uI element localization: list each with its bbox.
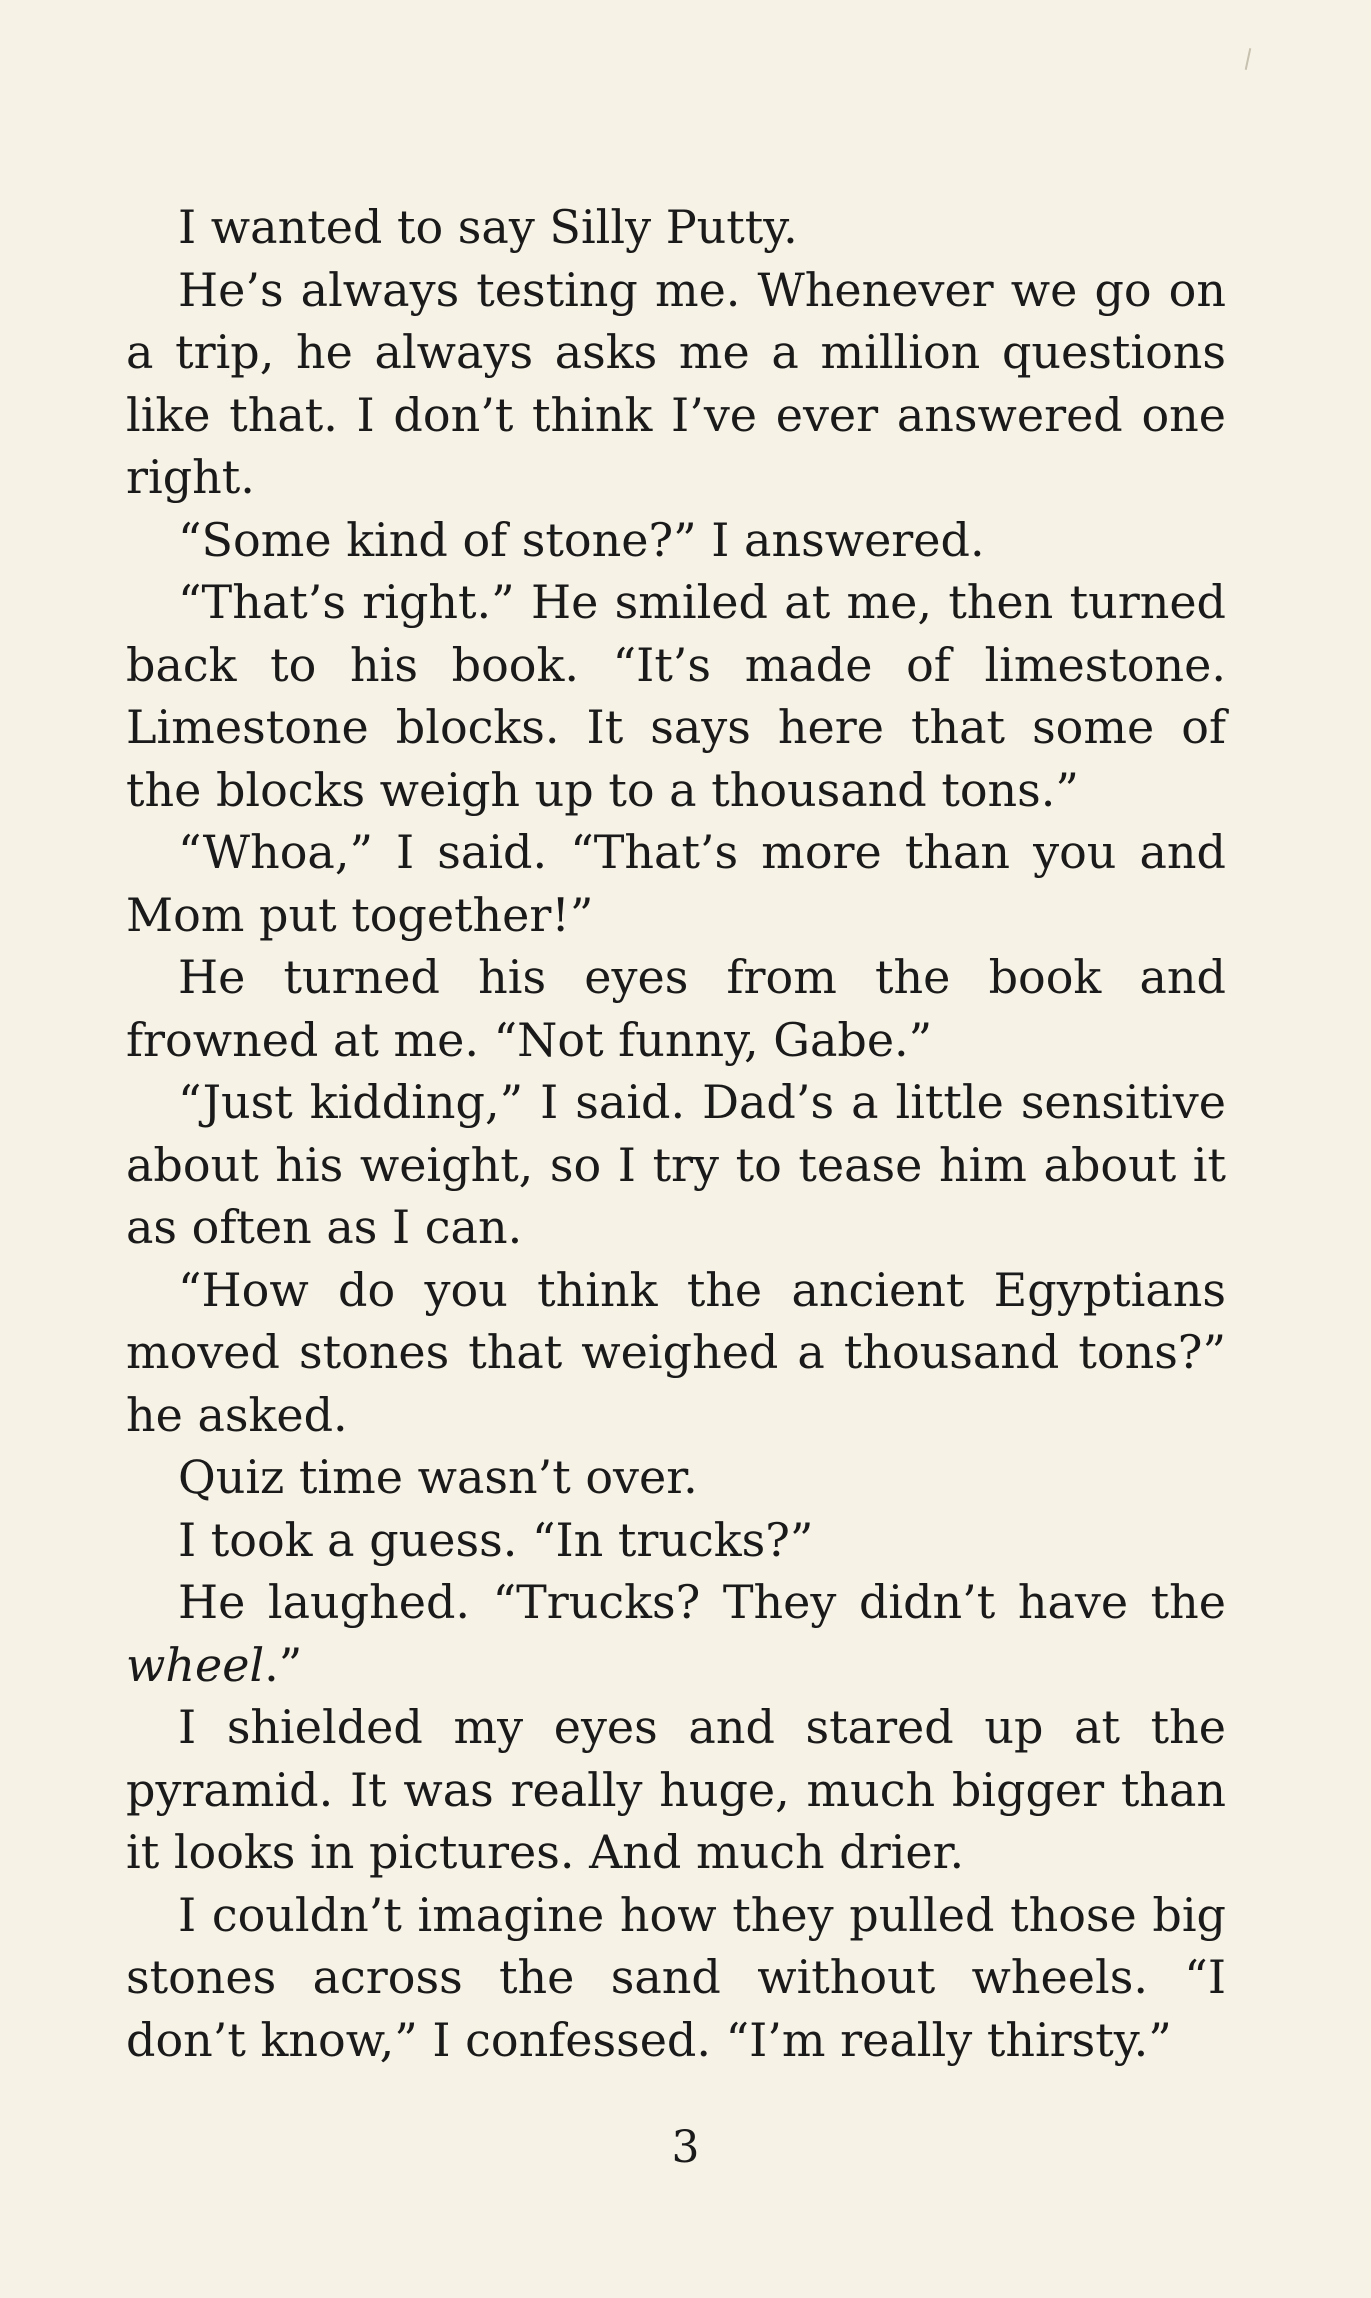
page-text xyxy=(126,196,1226,2071)
paragraph-7: “Just kidding,” I said. Dad’s a little sensitive about his weight, so I try to tease him about it as often as I can. xyxy=(126,1075,1226,1254)
paragraph-5: “Whoa,” I said. “That’s more than you and Mom put together!” xyxy=(126,825,1226,942)
emphasized-word: wheel xyxy=(126,1637,265,1692)
paragraph-4: “That’s right.” He smiled at me, then turned back to his book. “It’s made of limestone. Limestone blocks. It says here that some of the blocks weigh up to a thousand tons.” xyxy=(126,575,1226,817)
paragraph-12: I shielded my eyes and stared up at the pyramid. It was really huge, much bigger than it looks in pictures. And much drier. xyxy=(126,1700,1226,1879)
margin-mark xyxy=(1245,48,1252,70)
paragraph-2: He’s always testing me. Whenever we go on a trip, he always asks me a million questions like that. I don’t think I’ve ever answered one right. xyxy=(126,262,1226,504)
paragraph-11: He laughed. “Trucks? They didn’t have the wheel.” xyxy=(126,1575,1226,1692)
page-number: 3 xyxy=(671,2122,700,2173)
paragraph-6: He turned his eyes from the book and frowned at me. “Not funny, Gabe.” xyxy=(126,950,1226,1067)
paragraph-10: I took a guess. “In trucks?” xyxy=(178,1512,814,1567)
paragraph-3: “Some kind of stone?” I answered. xyxy=(178,512,985,567)
paragraph-1: I wanted to say Silly Putty. xyxy=(178,200,798,254)
paragraph-9: Quiz time wasn’t over. xyxy=(178,1450,698,1504)
paragraph-8: “How do you think the ancient Egyptians moved stones that weighed a thousand tons?” he asked. xyxy=(126,1262,1226,1442)
paragraph-13: I couldn’t imagine how they pulled those big stones across the sand without wheels. “I don’t know,” I confessed. “I’m really thirsty.” xyxy=(126,1887,1226,2067)
